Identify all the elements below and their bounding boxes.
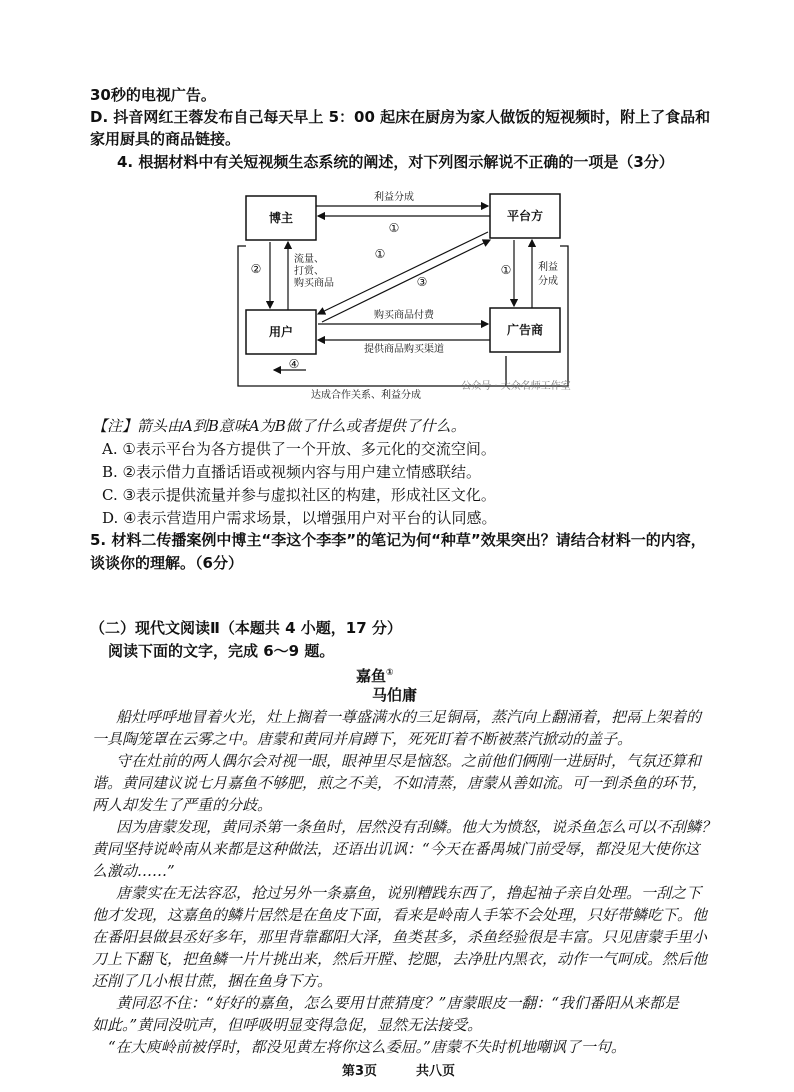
option-b: B. ②表示借力直播话语或视频内容与用户建立情感联结。 <box>102 463 482 481</box>
marker-3: ③ <box>416 275 428 289</box>
label-top: 利益分成 <box>374 192 414 203</box>
article-title <box>356 663 394 686</box>
para4-line2: 他才发现，这嘉鱼的鳞片居然是在鱼皮下面，看来是岭南人手笨不会处理，只好带鳞吃下。他 <box>92 906 708 924</box>
watermark: 公众号 · 大众名师工作室 <box>461 381 571 392</box>
para2-line2: 谐。黄同建议说七月嘉鱼不够肥，煎之不美，不如清蒸，唐蒙从善如流。可一到杀鱼的环节， <box>92 774 708 792</box>
para1-line2: 一具陶笼罩在云雾之中。唐蒙和黄同并肩蹲下，死死盯着不断被蒸汽掀动的盖子。 <box>92 730 633 748</box>
box-blogger-label: 博主 <box>268 211 294 225</box>
article-title-sup: ① <box>386 668 394 678</box>
option-d-line-2: 家用厨具的商品链接。 <box>90 130 241 148</box>
marker-2: ② <box>250 262 262 276</box>
para4-line1: 唐蒙实在无法容忍，抢过另外一条嘉鱼，说别糟践东西了，撸起袖子亲自处理。一刮之下 <box>116 884 702 902</box>
label-bottom: 达成合作关系、利益分成 <box>311 390 421 400</box>
label-mid-3: 购买商品 <box>294 278 334 289</box>
marker-1c: ① <box>374 247 386 261</box>
option-a: A. ①表示平台为各方提供了一个开放、多元化的交流空间。 <box>102 440 496 458</box>
para4-line3: 在番阳县做县丞好多年，那里背靠鄱阳大泽，鱼类甚多，杀鱼经验很是丰富。只见唐蒙手里小 <box>92 928 708 946</box>
label-mid-1: 流量、 <box>294 254 324 265</box>
para2-line3: 两人却发生了严重的分歧。 <box>92 796 273 814</box>
label-right-1: 利益 <box>538 262 558 273</box>
box-platform-label: 平台方 <box>506 209 544 223</box>
marker-4: ④ <box>288 357 300 371</box>
para5-line1: 黄同忍不住：“好好的嘉鱼，怎么要用甘蔗猜度？”唐蒙眼皮一翻：“我们番阳从来都是 <box>116 994 680 1012</box>
arrow-platform-to-user <box>318 232 488 314</box>
article-author: 马伯庸 <box>372 686 418 704</box>
para4-line5: 还削了几小根甘蔗，捆在鱼身下方。 <box>92 972 333 990</box>
label-channel: 提供商品购买渠道 <box>364 344 444 355</box>
para5-line2: 如此。”黄同没吭声，但呼吸明显变得急促，显然无法接受。 <box>92 1016 483 1034</box>
para3-line2: 黄同坚持说岭南从来都是这种做法，还语出讥讽：“今天在番禺城门前受辱，都没见大使你这 <box>92 840 700 858</box>
option-d: D. ④表示营造用户需求场景，以增强用户对平台的认同感。 <box>102 509 497 527</box>
para3-line3: 么激动……” <box>92 862 175 880</box>
question-5-line-2: 谈谈你的理解。（6分） <box>90 554 243 572</box>
instruction: 阅读下面的文字，完成 6～9 题。 <box>108 642 335 660</box>
question-5-line-1: 5. 材料二传播案例中博主“李这个李李”的笔记为何“种草”效果突出？请结合材料一的内容， <box>90 531 706 549</box>
box-user-label: 用户 <box>268 325 294 339</box>
page-total: 共八页 <box>416 1064 456 1079</box>
para3-line1: 因为唐蒙发现，黄同杀第一条鱼时，居然没有刮鳞。他大为愤怒，说杀鱼怎么可以不刮鳞？ <box>116 818 717 836</box>
para2-line1: 守在灶前的两人偶尔会对视一眼，眼神里尽是恼怒。之前他们俩刚一进厨时，气氛还算和 <box>116 752 702 770</box>
label-buy: 购买商品付费 <box>374 310 434 321</box>
para1-line1: 船灶呼呼地冒着火光，灶上搁着一尊盛满水的三足铜鬲，蒸汽向上翻涌着，把鬲上架着的 <box>116 708 702 726</box>
option-d-line-1: D. 抖音网红王蓉发布自己每天早上 5：00 起床在厨房为家人做饭的短视频时，附上了食品和 <box>90 108 711 126</box>
page-number: 第3页 <box>342 1064 378 1079</box>
section-heading: （二）现代文阅读Ⅱ（本题共 4 小题，17 分） <box>90 619 402 637</box>
marker-1a: ① <box>388 221 400 235</box>
diagram-note: 【注】箭头由A到B意味A为B做了什么或者提供了什么。 <box>92 417 466 435</box>
label-right-2: 分成 <box>538 276 558 287</box>
question-4: 4. 根据材料中有关短视频生态系统的阐述，对下列图示解说不正确的一项是（3分） <box>117 153 674 171</box>
label-mid-2: 打赏、 <box>294 266 324 277</box>
box-advertiser-label: 广告商 <box>506 323 544 337</box>
ecosystem-diagram <box>226 186 580 400</box>
marker-1b: ① <box>500 263 512 277</box>
para6-line1: “在大庾岭前被俘时，都没见黄左将你这么委屈。”唐蒙不失时机地嘲讽了一句。 <box>108 1038 626 1056</box>
continuation-line: 30秒的电视广告。 <box>90 86 216 104</box>
option-c: C. ③表示提供流量并参与虚拟社区的构建，形成社区文化。 <box>102 486 496 504</box>
para4-line4: 刀上下翻飞，把鱼鳞一片片挑出来，然后开膛、挖腮，去净肚内黑衣，动作一气呵成。然后他 <box>92 950 708 968</box>
article-title-text: 嘉鱼 <box>356 667 387 685</box>
